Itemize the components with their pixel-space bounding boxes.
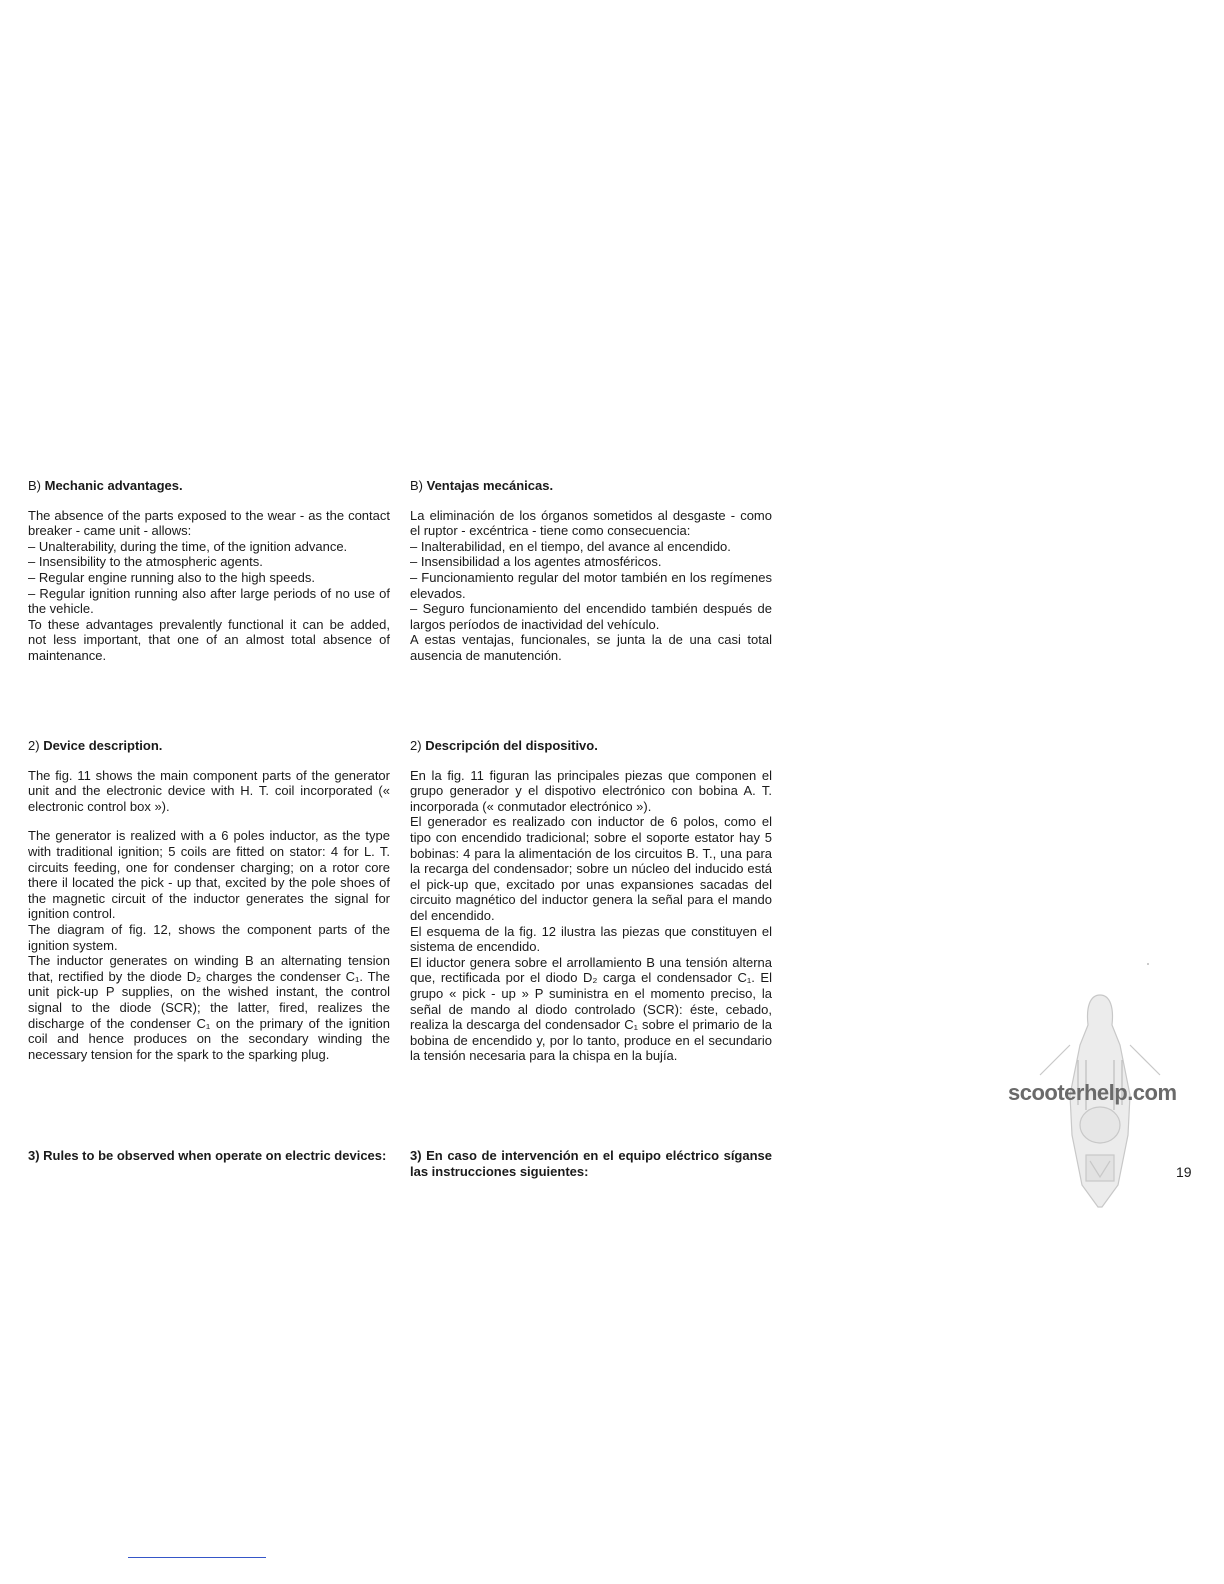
es-heading-number: B) bbox=[410, 478, 423, 493]
en-bullet-engine-running: – Regular engine running also to the high speeds. bbox=[28, 569, 315, 585]
es-section-descripcion bbox=[410, 738, 772, 1064]
en-para-inductor: The inductor generates on winding B an alternating tension that, rectified by the diode D₂ charges the condenser C₁. The unit pick-up P supplies, on the wished instant, the control signal to the diode (SCR); the latter, fired, realizes the discharge of the condenser C₁ on the primary of the ignition coil and hence produces on the secondary winding the necessary tension for the spark to the sparking plug. bbox=[28, 953, 390, 1062]
es-para-generador: El generador es realizado con inductor de 6 polos, como el tipo con encendido tradicional; sobre el soporte estator hay 5 bobinas: 4 para la alimentación de los circuitos B. T., una para la recarga del condensador; sobre un núcleo del inducido está el pick-up que, excitado por unas expansiones sacadas del circuito magnético del inductor genera la señal para el mando del encendido. bbox=[410, 814, 772, 923]
en-heading-number: B) bbox=[28, 478, 41, 493]
es-bullet-funcionamiento: – Funcionamiento regular del motor también en los regímenes elevados. bbox=[410, 569, 772, 601]
es-heading-ventajas bbox=[410, 478, 772, 494]
en-section-mechanic-advantages bbox=[28, 478, 390, 664]
es-para-eliminacion: La eliminación de los órganos sometidos al desgaste - como el ruptor - excéntrica - tiene como consecuencia: bbox=[410, 507, 772, 539]
es-para-esquema: El esquema de la fig. 12 ilustra las piezas que constituyen el sistema de encendido. bbox=[410, 923, 772, 955]
en-para-absence: The absence of the parts exposed to the wear - as the contact breaker - came unit - allows: bbox=[28, 507, 390, 539]
en-para-maintenance: To these advantages prevalently functional it can be added, not less important, that one of an almost total absence of maintenance. bbox=[28, 616, 390, 663]
en-bullet-unalterability: – Unalterability, during the time, of the ignition advance. bbox=[28, 538, 348, 554]
es-heading-title: Ventajas mecánicas. bbox=[426, 478, 554, 493]
es-bullet-seguro: – Seguro funcionamiento del encendido también después de largos períodos de inactividad del vehículo. bbox=[410, 601, 772, 632]
scooterhelp-watermark: scooterhelp.com bbox=[1008, 1080, 1177, 1105]
es-section-intervencion bbox=[410, 1148, 772, 1179]
en-heading-mechanic-advantages bbox=[28, 478, 390, 494]
es-bullet-inalterabilidad: – Inalterabilidad, en el tiempo, del avance al encendido. bbox=[410, 538, 731, 554]
en-section-device-description bbox=[28, 738, 390, 1062]
es-para-inductor: El iductor genera sobre el arrollamiento B una tensión alterna que, rectificada por el diodo D₂ carga el condensador C₁. El grupo « pick - up » P suministra en el momento preciso, la señal de mando al diodo controlado (SCR): éste, cebado, realiza la descarga del condensador C₁ sobre el primario de la bobina de encendido y, por lo tanto, produce en el secundario la tensión necesaria para la chispa en la bujía. bbox=[410, 954, 772, 1064]
en-para-fig11: The fig. 11 shows the main component parts of the generator unit and the electronic device with H. T. coil incorporated (« electronic control box »). bbox=[28, 767, 390, 814]
en-para-diagram: The diagram of fig. 12, shows the component parts of the ignition system. bbox=[28, 921, 390, 953]
en-heading-number: 2) bbox=[28, 738, 40, 753]
es-para-manutencion: A estas ventajas, funcionales, se junta la de una casi total ausencia de manutención. bbox=[410, 632, 772, 663]
en-para-generator: The generator is realized with a 6 poles inductor, as the type with traditional ignition; 5 coils are fitted on stator: 4 for L. T. circuits feeding, one for condenser charging; on a rotor core there il located the pick - up that, excited by the pole shoes of the magnetic circuit of the inductor generates the signal for ignition control. bbox=[28, 828, 390, 922]
en-heading-device-description bbox=[28, 738, 390, 754]
es-section-ventajas bbox=[410, 478, 772, 664]
en-heading-rules: 3) Rules to be observed when operate on electric devices: bbox=[28, 1148, 387, 1163]
es-heading-descripcion bbox=[410, 738, 772, 754]
speck bbox=[1147, 963, 1149, 965]
footnote-rule bbox=[128, 1557, 266, 1558]
en-heading-title: Device description. bbox=[43, 738, 163, 753]
en-section-rules bbox=[28, 1148, 390, 1164]
es-para-fig11: En la fig. 11 figuran las principales piezas que componen el grupo generador y el dispotivo electrónico con bobina A. T. incorporada (« conmutador electrónico »). bbox=[410, 767, 772, 814]
page-number: 19 bbox=[1176, 1164, 1192, 1180]
es-heading-title: Descripción del dispositivo. bbox=[425, 738, 598, 753]
es-bullet-insensibilidad: – Insensibilidad a los agentes atmosféricos. bbox=[410, 554, 662, 570]
en-bullet-ignition-running: – Regular ignition running also after large periods of no use of the vehicle. bbox=[28, 585, 390, 617]
en-bullet-insensibility: – Insensibility to the atmospheric agents. bbox=[28, 554, 263, 570]
es-heading-intervencion: 3) En caso de intervención en el equipo eléctrico síganse las instrucciones siguientes: bbox=[410, 1148, 772, 1179]
es-heading-number: 2) bbox=[410, 738, 422, 753]
en-heading-title: Mechanic advantages. bbox=[44, 478, 183, 493]
